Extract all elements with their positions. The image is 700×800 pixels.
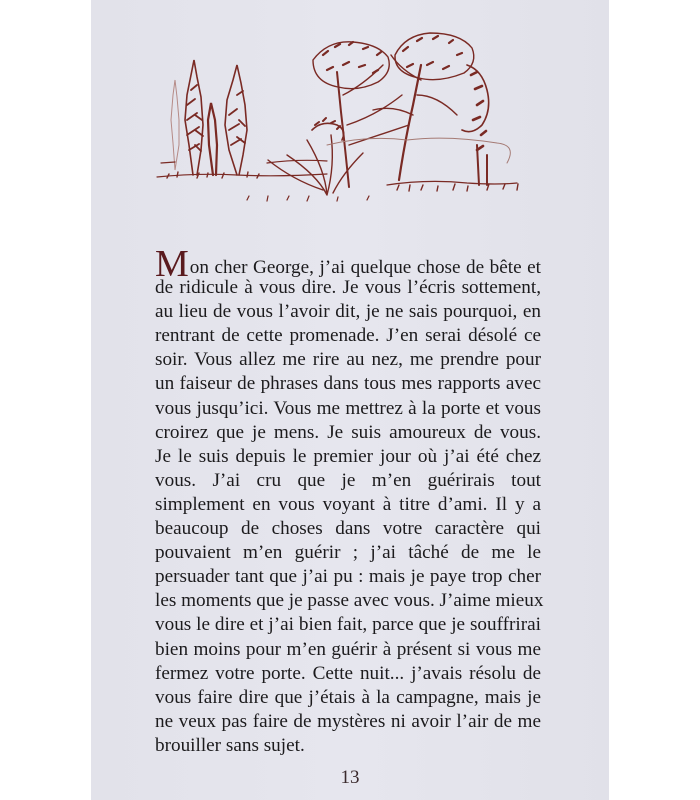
book-page [91,0,609,800]
landscape-illustration [137,25,557,210]
text-line: soir. Vous allez me rire au nez, me prendre pour [155,349,541,371]
text-line: vous jusqu’ici. Vous me mettrez à la porte et vous [155,397,541,419]
text-line: simplement en vous voyant à titre d’ami. Il y a [155,493,541,515]
text-line: au lieu de vous l’avoir dit, je ne sais pourquoi, en [155,301,541,323]
text-line: vous. J’ai cru que je m’en guérirais tout [155,469,541,491]
text-line: pouvaient m’en guérir ; j’ai tâché de me le [155,542,541,564]
text-line: croirez que je mens. Je suis amoureux de vous. [155,421,541,443]
text-line: vous le dire et j’ai bien fait, parce que je souffrirai [155,614,541,636]
text-line: rentrant de cette promenade. J’en serai désolé ce [155,325,541,347]
dropcap-letter: M [155,243,189,285]
text-line: beaucoup de choses dans votre caractère qui [155,518,541,540]
text-line: un faiseur de phrases dans tous mes rapports avec [155,373,541,395]
text-line: brouiller sans sujet. [155,734,305,756]
text-line: fermez votre porte. Cette nuit... j’avais résolu de [155,662,541,684]
text-line: de ridicule à vous dire. Je vous l’écris sottement, [155,277,541,299]
text-line: les moments que je passe avec vous. J’aime mieux [155,590,544,612]
letter-text [155,243,544,758]
text-line: persuader tant que j’ai pu : mais je paye trop cher [155,566,541,588]
text-line: Je le suis depuis le premier jour où j’ai été chez [155,445,541,467]
text-line: Mon cher George, j’ai quelque chose de bête et [155,243,541,285]
text-line: vous faire dire que j’étais à la campagne, mais je [155,686,541,708]
page-number: 13 [340,767,360,788]
text-line: bien moins pour m’en guérir à présent si vous me [155,638,541,660]
text-line: ne veux pas faire de mystères ni avoir l’air de me [155,710,541,732]
